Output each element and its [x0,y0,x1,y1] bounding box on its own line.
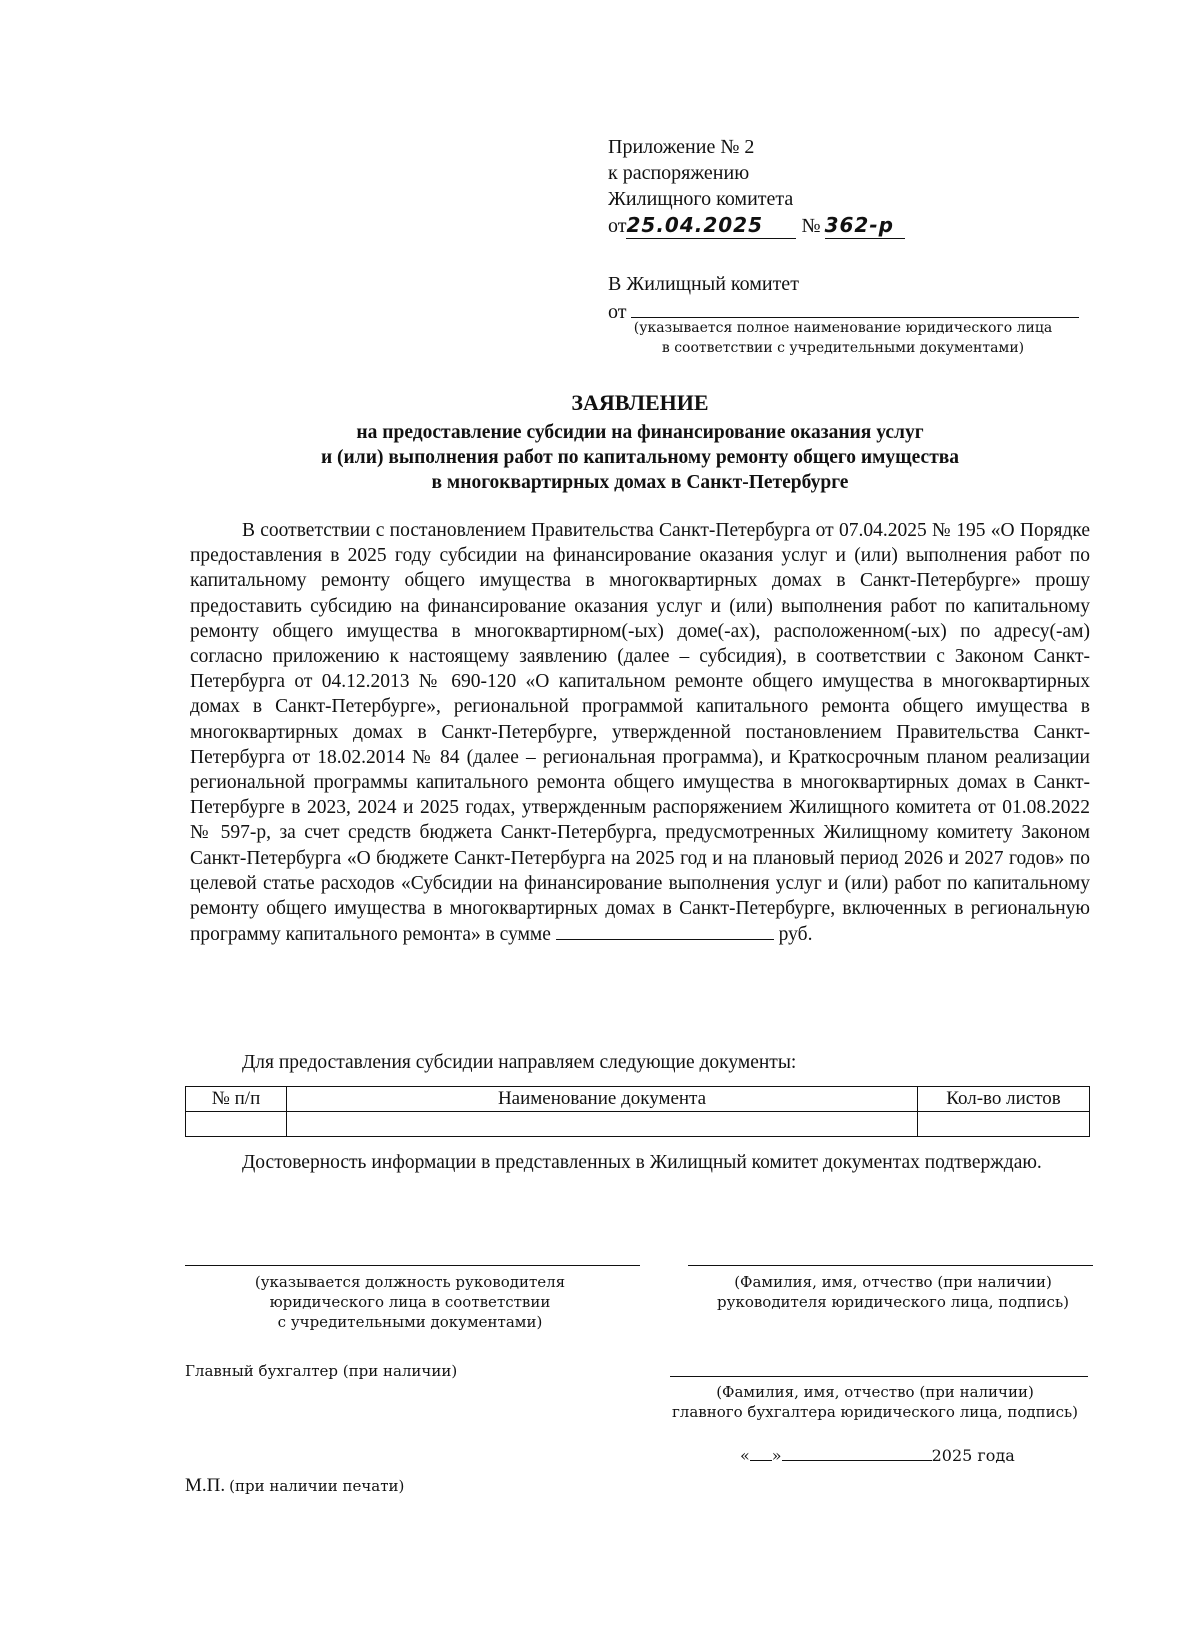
subtitle-line1: на предоставление субсидии на финансирование оказания услуг [356,422,924,443]
accountant-note [650,1382,1100,1422]
document-subtitle [190,420,1090,495]
addressee-note [608,318,1078,358]
annex-date-handwritten: 25.04.2025 [626,212,796,239]
annex-number: Приложение № 2 [608,136,755,158]
position-note-line3: с учредительными документами) [277,1313,543,1331]
accountant-note-line1: (Фамилия, имя, отчество (при наличии) [716,1383,1034,1401]
stamp-abbr: М.П. [185,1475,226,1496]
director-signature-line [688,1265,1093,1266]
date-month-blank [782,1446,932,1461]
currency-label: руб. [778,924,813,946]
addressee-note-line1: (указывается полное наименование юридического лица [633,320,1053,336]
accountant-label: Главный бухгалтер (при наличии) [185,1362,458,1380]
subtitle-line2: и (или) выполнения работ по капитальному ремонту общего имущества [320,447,960,468]
position-note-line1: (указывается должность руководителя [254,1273,566,1291]
table-row [186,1112,1090,1137]
stamp-line [185,1475,404,1497]
table-header-row [186,1087,1090,1112]
annex-to-order: к распоряжению [608,162,750,184]
addressee-note-line2: в соответствии с учредительными документами) [661,340,1025,356]
documents-table [185,1086,1090,1137]
addressee-from-label: от [608,301,627,323]
cell-number [186,1112,287,1137]
annex-block [608,134,905,239]
subtitle-line3: в многоквартирных домах в Санкт-Петербурге [431,472,849,493]
position-note-line2: юридического лица в соответствии [269,1293,551,1311]
col-header-number: № п/п [186,1087,287,1112]
document-title: ЗАЯВЛЕНИЕ [571,390,709,415]
stamp-note: (при наличии печати) [229,1477,405,1495]
docs-intro-text: Для предоставления субсидии направляем следующие документы: [242,1052,797,1073]
director-note [688,1272,1098,1312]
date-close-quote: » [771,1446,782,1465]
amount-blank [556,921,774,940]
annex-date-prefix: от [608,215,627,237]
date-day-blank [750,1446,772,1461]
docs-intro [190,1050,1090,1075]
main-paragraph [190,518,1090,947]
col-header-doc-name: Наименование документа [287,1087,918,1112]
date-line [740,1446,1015,1465]
addressee-to: В Жилищный комитет [608,273,799,295]
date-year: 2025 года [931,1446,1015,1465]
annex-num-prefix: № [801,215,821,237]
col-header-sheets: Кол-во листов [918,1087,1090,1112]
annex-committee: Жилищного комитета [608,188,794,210]
cell-doc-name [287,1112,918,1137]
annex-date-number-line [608,212,905,239]
cell-sheets [918,1112,1090,1137]
confirmation-text: Достоверность информации в представленных в Жилищный комитет документах подтверждаю. [242,1152,1042,1173]
annex-num-handwritten: 362-р [825,212,905,239]
director-note-line1: (Фамилия, имя, отчество (при наличии) [734,1273,1052,1291]
confirmation [190,1150,1090,1175]
position-signature-line [185,1265,640,1266]
director-note-line2: руководителя юридического лица, подпись) [717,1293,1069,1311]
accountant-note-line2: главного бухгалтера юридического лица, подпись) [671,1403,1079,1421]
addressee-from-blank [631,299,1079,318]
position-note [200,1272,620,1332]
accountant-signature-line [670,1376,1088,1377]
paragraph-text: В соответствии с постановлением Правительства Санкт-Петербурга от 07.04.2025 № 195 «О Порядке предоставления в 2025 году субсидии на финансирование оказания услуг и (или) выполнения работ по капитальному ремонту общего имущества в многоквартирных домах в Санкт-Петербурге» прошу предоставить субсидию на финансирование оказания услуг и (или) выполнения работ по капитальному ремонту общего имущества в многоквартирном(-ых) доме(-ах), расположенном(-ых) по адресу(-ам) согласно приложению к настоящему заявлению (далее – субсидия), в соответствии с Законом Санкт-Петербурга от 04.12.2013 № 690-120 «О капитальном ремонте общего имущества в многоквартирных домах в Санкт-Петербурге», региональной программой капитального ремонта общего имущества в многоквартирных домах в Санкт-Петербурге, утвержденной постановлением Правительства Санкт-Петербурга от 18.02.2014 № 84 (далее – региональная программа), и Краткосрочным планом реализации региональной программы капитального ремонта общего имущества в многоквартирных домах в Санкт-Петербурге в 2023, 2024 и 2025 годах, утвержденным распоряжением Жилищного комитета от 01.08.2022 № 597-р, за счет средств бюджета Санкт-Петербурга, предусмотренных Жилищному комитету Законом Санкт-Петербурга «О бюджете Санкт-Петербурга на 2025 год и на плановый период 2026 и 2027 годов» по целевой статье расходов «Субсидии на финансирование выполнения услуг и (или) работ по капитальному ремонту общего имущества в многоквартирных домах в Санкт-Петербурге, включенных в региональную программу капитального ремонта» в сумме [190,520,1090,946]
date-open-quote: « [740,1446,750,1465]
